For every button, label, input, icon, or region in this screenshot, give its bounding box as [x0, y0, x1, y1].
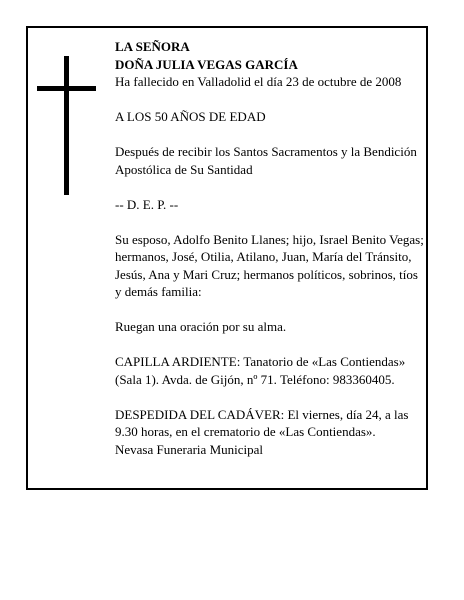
cross-icon-horizontal-bar — [37, 86, 96, 91]
obituary-text — [115, 38, 427, 458]
title-line-1: LA SEÑORA — [115, 39, 190, 54]
deceased-name: DOÑA JULIA VEGAS GARCÍA — [115, 56, 298, 72]
age-line: A LOS 50 AÑOS DE EDAD — [115, 109, 266, 124]
dep-line: -- D. E. P. -- — [115, 196, 179, 212]
family-line: Su esposo, Adolfo Benito Llanes; hijo, Israel Benito Vegas; hermanos, José, Otilia, Atilano, Juan, María del Tránsito, Jesús, Ana y Mari Cruz; hermanos políticos, sobrinos, tíos y demás familia: — [115, 231, 424, 299]
prayer-line: Ruegan una oración por su alma. — [115, 319, 287, 334]
farewell-line: DESPEDIDA DEL CADÁVER: El viernes, día 24, a las 9.30 horas, en el crematorio de «Las Contiendas». — [115, 406, 409, 439]
sacraments-line: Después de recibir los Santos Sacramentos y la Bendición Apostólica de Su Santidad — [115, 144, 417, 177]
death-info: Ha fallecido en Valladolid el día 23 de octubre de 2008 — [115, 74, 402, 89]
funeral-home-line: Nevasa Funeraria Municipal — [115, 441, 264, 457]
chapel-line: CAPILLA ARDIENTE: Tanatorio de «Las Contiendas» (Sala 1). Avda. de Gijón, nº 71. Teléfono: 983360405. — [115, 354, 406, 387]
cross-icon-vertical-bar — [64, 56, 69, 195]
